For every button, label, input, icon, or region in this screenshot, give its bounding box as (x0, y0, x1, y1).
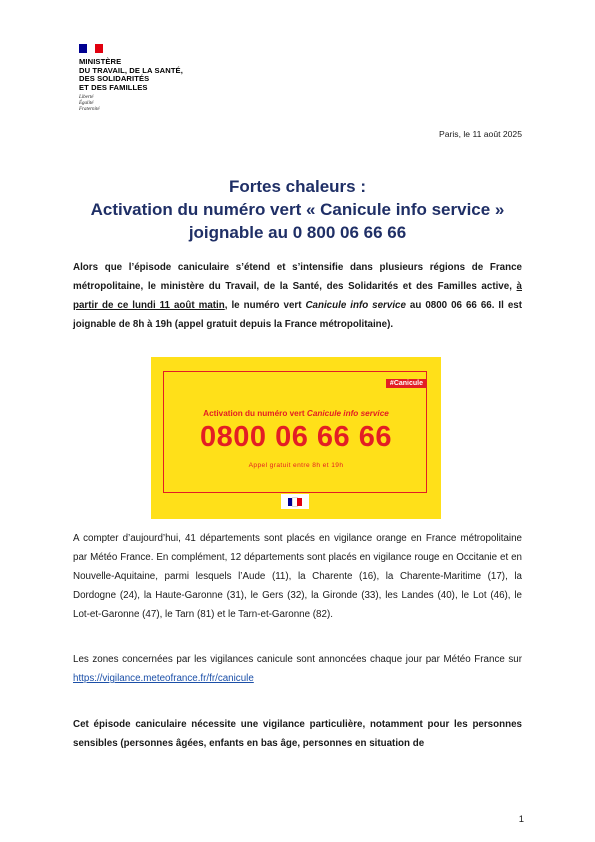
page-number: 1 (518, 814, 524, 825)
sensitive-persons-paragraph: Cet épisode caniculaire nécessite une vigilance particulière, notamment pour les personnes sensibles (personnes âgées, enfants en bas âge, personnes en situation de (73, 719, 522, 749)
banner-headline-service: Canicule info service (306, 409, 389, 418)
banner-headline (151, 409, 441, 418)
motto-line: Fraternité (79, 106, 100, 112)
republic-motto (79, 95, 239, 112)
banner-headline-text: Activation du numéro vert (203, 409, 307, 418)
zones-text: Les zones concernées par les vigilances canicule sont annoncées chaque jour par Météo France sur (73, 654, 522, 665)
document-date: Paris, le 11 août 2025 (439, 129, 522, 139)
intro-service-name: Canicule info service (305, 300, 406, 311)
meteofrance-link[interactable]: https://vigilance.meteofrance.fr/fr/canicule (73, 673, 254, 684)
zones-paragraph (73, 650, 522, 688)
title-line-1: Fortes chaleurs : (229, 177, 366, 196)
intro-text: Alors que l’épisode caniculaire s’étend et s’intensifie dans plusieurs régions de France métropolitaine, le ministère du Travail, de la Santé, des Solidarités et des Familles active, (73, 262, 522, 292)
ministry-name-line: DU TRAVAIL, DE LA SANTÉ, (79, 65, 183, 75)
banner-phone-number: 0800 06 66 66 (200, 421, 392, 453)
vigilance-paragraph: A compter d’aujourd’hui, 41 départements sont placés en vigilance orange en France métropolitaine par Météo France. En complément, 12 départements sont placés en vigilance rouge en Occitanie et en Nouvelle-Aquitaine, parmi lesquels l’Aude (11), la Charente (16), la Charente-Maritime (17), la Dordogne (24), la Haute-Garonne (31), le Gers (32), la Gironde (33), les Landes (40), le Lot (46), le Lot-et-Garonne (47), le Tarn (81) et le Tarn-et-Garonne (82). (73, 533, 522, 620)
intro-paragraph (73, 258, 522, 334)
intro-text: , le numéro vert (224, 300, 306, 311)
french-flag-icon (288, 498, 302, 506)
motto-line: Liberté (79, 95, 94, 101)
title-line-3: joignable au 0 800 06 66 66 (188, 223, 407, 242)
banner-subline: Appel gratuit entre 8h et 19h (248, 462, 344, 469)
ministry-name-line: DES SOLIDARITÉS (79, 74, 150, 84)
ministry-name-line: ET DES FAMILLES (79, 82, 148, 92)
press-release-title (60, 175, 535, 244)
ministry-logo (79, 44, 239, 112)
title-line-2: Activation du numéro vert « Canicule info service » (90, 200, 505, 219)
intro-underlined-date: à partir de ce lundi 11 août matin (73, 281, 522, 311)
marianne-logo (281, 494, 309, 509)
intro-text: au 0800 06 66 66. Il est joignable de 8h à 19h (appel gratuit depuis la France métropolitaine). (73, 300, 522, 330)
hashtag-badge: #Canicule (386, 379, 427, 388)
french-flag-icon (79, 44, 103, 53)
canicule-banner (151, 357, 441, 519)
ministry-name-line: MINISTÈRE (79, 57, 122, 66)
motto-line: Égalité (79, 100, 94, 106)
